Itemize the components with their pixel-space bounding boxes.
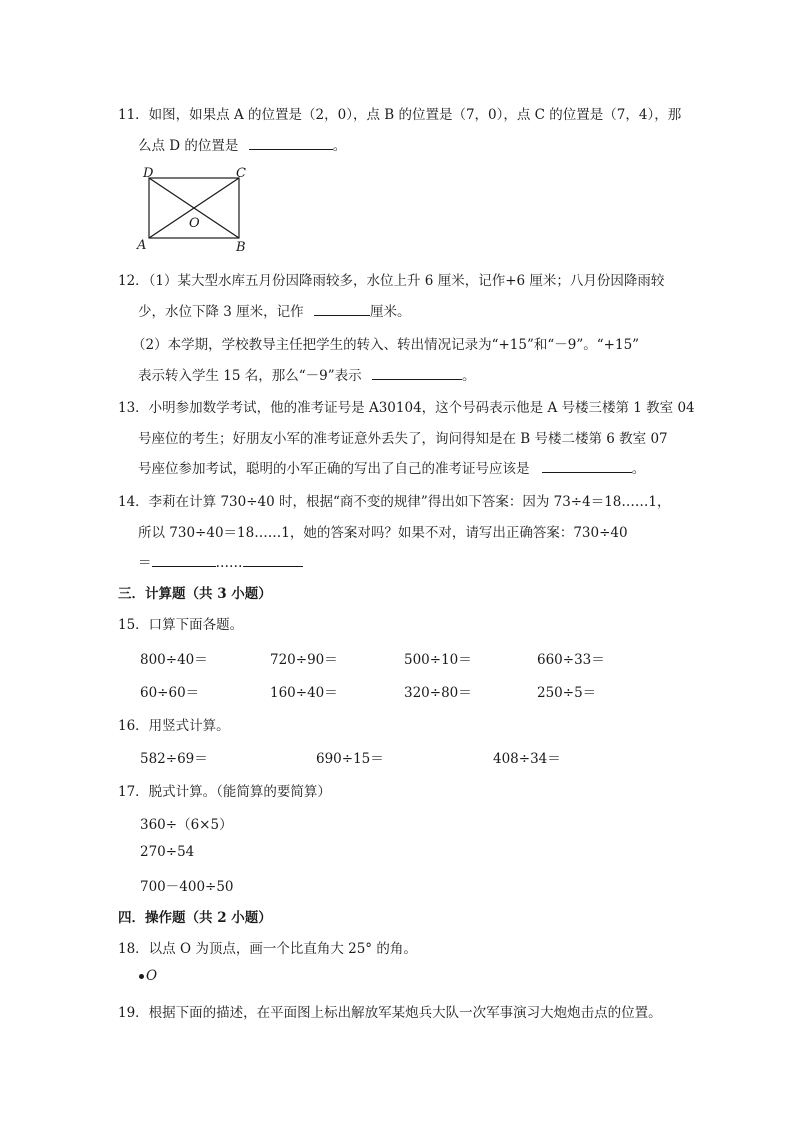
q15-item-1-3: 500÷10＝ (404, 652, 472, 668)
answer-blank-q14-remainder[interactable] (243, 554, 303, 567)
q15-item-2-1: 60÷60＝ (140, 685, 200, 701)
answer-blank-q12-2[interactable] (372, 367, 462, 380)
answer-blank-q12-1[interactable] (314, 303, 370, 316)
q13-line2: 号座位的考生；好朋友小军的准考证意外丢失了，询问得知是在 B 号楼二楼第 6 教室 07 (138, 431, 668, 447)
label-b: B (236, 240, 246, 255)
point-dot-icon (139, 974, 144, 979)
q12-line2-text: 少，水位下降 3 厘米，记作 (138, 304, 304, 320)
answer-blank-q13[interactable] (542, 460, 632, 473)
q13-line3-end: 。 (631, 461, 646, 477)
q15-item-1-2: 720÷90＝ (270, 652, 338, 668)
q17-item-1: 360÷（6×5） (140, 817, 233, 833)
q13-line1: 13．小明参加数学考试，他的准考证号是 A30104，这个号码表示他是 A 号楼三楼第 1 教室 04 (118, 400, 695, 416)
section-3-heading: 三．计算题（共 3 小题） (118, 586, 272, 602)
q11-line2-text: 么点 D 的位置是 (138, 138, 239, 154)
q12-line4-text: 表示转入学生 15 名，那么“－9”表示 (138, 368, 362, 384)
q11-line2-end: 。 (332, 138, 347, 154)
q16-item-3: 408÷34＝ (493, 751, 561, 767)
label-c: C (236, 166, 246, 181)
q11-line2 (138, 134, 346, 154)
answer-blank-q11[interactable] (249, 137, 333, 150)
q14-line2: 所以 730÷40＝18……1，她的答案对吗？如果不对，请写出正确答案：730÷40 (138, 525, 628, 541)
q15-item-2-2: 160÷40＝ (270, 685, 338, 701)
q16-title: 16．用竖式计算。 (118, 718, 230, 734)
q19-title: 19．根据下面的描述，在平面图上标出解放军某炮兵大队一次军事演习大炮炮击点的位置。 (118, 1005, 662, 1021)
q11-line1: 11．如图，如果点 A 的位置是（2，0），点 B 的位置是（7，0），点 C 的位置是（7，4），那 (118, 107, 682, 123)
label-a: A (137, 238, 147, 253)
q12-line2-end: 厘米。 (369, 304, 411, 320)
label-d: D (143, 166, 154, 181)
q17-title: 17．脱式计算。（能简算的要简算） (118, 784, 331, 800)
rectangle-figure (134, 163, 254, 255)
q14-equals: ＝ (138, 555, 152, 571)
q14-line3 (138, 551, 303, 571)
answer-blank-q14-quotient[interactable] (152, 554, 216, 567)
q14-dots: …… (215, 555, 243, 571)
q15-item-1-1: 800÷40＝ (140, 652, 208, 668)
section-4-heading: 四．操作题（共 2 小题） (118, 910, 272, 926)
q16-item-2: 690÷15＝ (316, 751, 384, 767)
label-o: O (189, 216, 200, 231)
q14-line1: 14．李莉在计算 730÷40 时，根据“商不变的规律”得出如下答案：因为 73÷4＝18……1， (118, 494, 671, 510)
q13-line3-text: 号座位参加考试，聪明的小军正确的写出了自己的准考证号应该是 (138, 461, 530, 477)
q12-line4-end: 。 (461, 368, 476, 384)
q17-item-3: 700－400÷50 (140, 879, 234, 895)
q12-line2 (138, 300, 410, 320)
point-o-label: O (146, 968, 158, 984)
q13-line3 (138, 457, 645, 477)
q15-item-2-4: 250÷5＝ (537, 685, 597, 701)
q15-title: 15．口算下面各题。 (118, 617, 244, 633)
q12-line4 (138, 364, 475, 384)
q12-line3: （2）本学期，学校教导主任把学生的转入、转出情况记录为“+15”和“－9”。“+15” (132, 337, 640, 353)
q15-item-1-4: 660÷33＝ (537, 652, 605, 668)
q17-item-2: 270÷54 (140, 844, 195, 860)
point-o[interactable] (139, 968, 157, 984)
q18-title: 18．以点 O 为顶点，画一个比直角大 25° 的角。 (118, 941, 417, 957)
q16-item-1: 582÷69＝ (140, 751, 208, 767)
q15-item-2-3: 320÷80＝ (404, 685, 472, 701)
q12-line1: 12．（1）某大型水库五月份因降雨较多，水位上升 6 厘米，记作+6 厘米；八月份因降雨较 (118, 273, 665, 289)
